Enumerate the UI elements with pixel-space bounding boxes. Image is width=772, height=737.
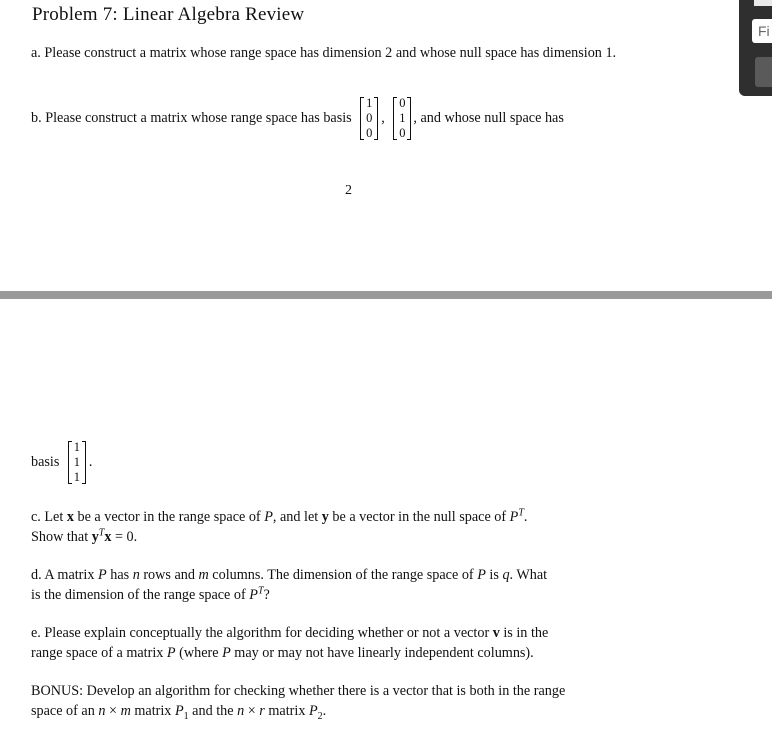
- period: .: [88, 453, 93, 470]
- find-input[interactable]: Fi: [752, 19, 772, 43]
- page-number: 2: [345, 183, 352, 198]
- text-run: be a vector in the range space of: [73, 509, 265, 525]
- basis-label: basis: [31, 453, 60, 470]
- math-symbol: m: [198, 567, 209, 583]
- math-symbol: m: [120, 703, 131, 719]
- math-symbol: P: [249, 587, 258, 603]
- text-run: is the dimension of the range space of: [31, 587, 250, 603]
- text-run: c. Let: [31, 509, 67, 525]
- math-symbol: n: [98, 703, 106, 719]
- popup-button[interactable]: [755, 57, 772, 87]
- math-symbol: P: [509, 509, 519, 525]
- vector-symbol: v: [492, 625, 500, 641]
- text-run: and the: [188, 703, 238, 719]
- text-run: rows and: [139, 567, 199, 583]
- text-run: (where: [175, 645, 223, 661]
- math-symbol: r: [259, 703, 265, 719]
- math-symbol: P: [98, 567, 107, 583]
- vector-entry: 0: [399, 96, 406, 110]
- vector-symbol: y: [321, 509, 329, 525]
- text-run: space of an: [31, 703, 99, 719]
- text-run: , and let: [272, 509, 322, 525]
- math-symbol: P: [308, 703, 318, 719]
- text-run: .: [523, 509, 528, 525]
- part-b-suffix: , and whose null space has: [413, 109, 564, 126]
- text-run: ×: [244, 703, 260, 719]
- transpose-superscript: T: [98, 527, 105, 539]
- page-divider: [0, 291, 772, 299]
- text-run: = 0.: [111, 529, 138, 545]
- vector-entry: 0: [366, 111, 373, 125]
- vector-entry: 0: [366, 126, 373, 140]
- basis-vector-1: [363, 96, 375, 141]
- text-run: matrix: [130, 703, 175, 719]
- text-run: range space of a matrix: [31, 645, 167, 661]
- math-symbol: P: [264, 509, 273, 525]
- vector-entry: 1: [73, 440, 81, 454]
- part-e-text: [31, 623, 676, 663]
- text-run: is in the: [499, 625, 549, 641]
- text-run: d. A matrix: [31, 567, 98, 583]
- vector-symbol: x: [66, 509, 74, 525]
- text-run: e. Please explain conceptually the algorithm for deciding whether or not a vector: [31, 625, 493, 641]
- text-run: columns. The dimension of the range space of: [208, 567, 478, 583]
- vector-symbol: x: [104, 529, 112, 545]
- math-symbol: q: [502, 567, 510, 583]
- part-d-text: [31, 565, 676, 605]
- text-run: has: [106, 567, 133, 583]
- basis-vector-2: [396, 96, 408, 141]
- vector-entry: 1: [399, 111, 406, 125]
- math-symbol: P: [166, 645, 176, 661]
- text-run: be a vector in the null space of: [328, 509, 510, 525]
- text-run: BONUS: Develop an algorithm for checking whether there is a vector that is both in the range: [31, 683, 566, 699]
- text-run: ?: [263, 587, 270, 603]
- part-b-prefix: b. Please construct a matrix whose range space has basis: [31, 109, 352, 126]
- vector-symbol: y: [91, 529, 99, 545]
- problem-title: Problem 7: Linear Algebra Review: [32, 4, 305, 25]
- text-run: Show that: [31, 529, 92, 545]
- transpose-superscript: T: [257, 585, 264, 597]
- math-symbol: P: [477, 567, 486, 583]
- vector-entry: 0: [399, 126, 406, 140]
- text-run: matrix: [264, 703, 309, 719]
- math-symbol: P: [222, 645, 231, 661]
- transpose-superscript: T: [518, 507, 524, 519]
- vector-entry: 1: [73, 455, 81, 469]
- text-run: .: [322, 703, 327, 719]
- text-run: . What: [509, 567, 548, 583]
- part-b-continued: [31, 440, 92, 485]
- bonus-text: [31, 681, 676, 721]
- subscript: 1: [183, 710, 189, 722]
- popup-header-strip: [754, 0, 772, 6]
- math-symbol: n: [132, 567, 140, 583]
- subscript: 2: [317, 710, 323, 722]
- text-run: may or may not have linearly independent columns).: [230, 645, 534, 661]
- vector-entry: 1: [366, 96, 373, 110]
- part-c-text: [31, 507, 676, 547]
- math-symbol: n: [237, 703, 245, 719]
- text-run: ×: [105, 703, 121, 719]
- part-a-text: a. Please construct a matrix whose range space has dimension 2 and whose null space has dimension 1.: [31, 45, 617, 61]
- math-symbol: P: [174, 703, 184, 719]
- text-run: is: [485, 567, 503, 583]
- vector-entry: 1: [73, 470, 81, 484]
- part-b-line: [31, 96, 564, 141]
- null-space-basis-vector: [71, 440, 83, 485]
- vector-separator: ,: [381, 109, 385, 126]
